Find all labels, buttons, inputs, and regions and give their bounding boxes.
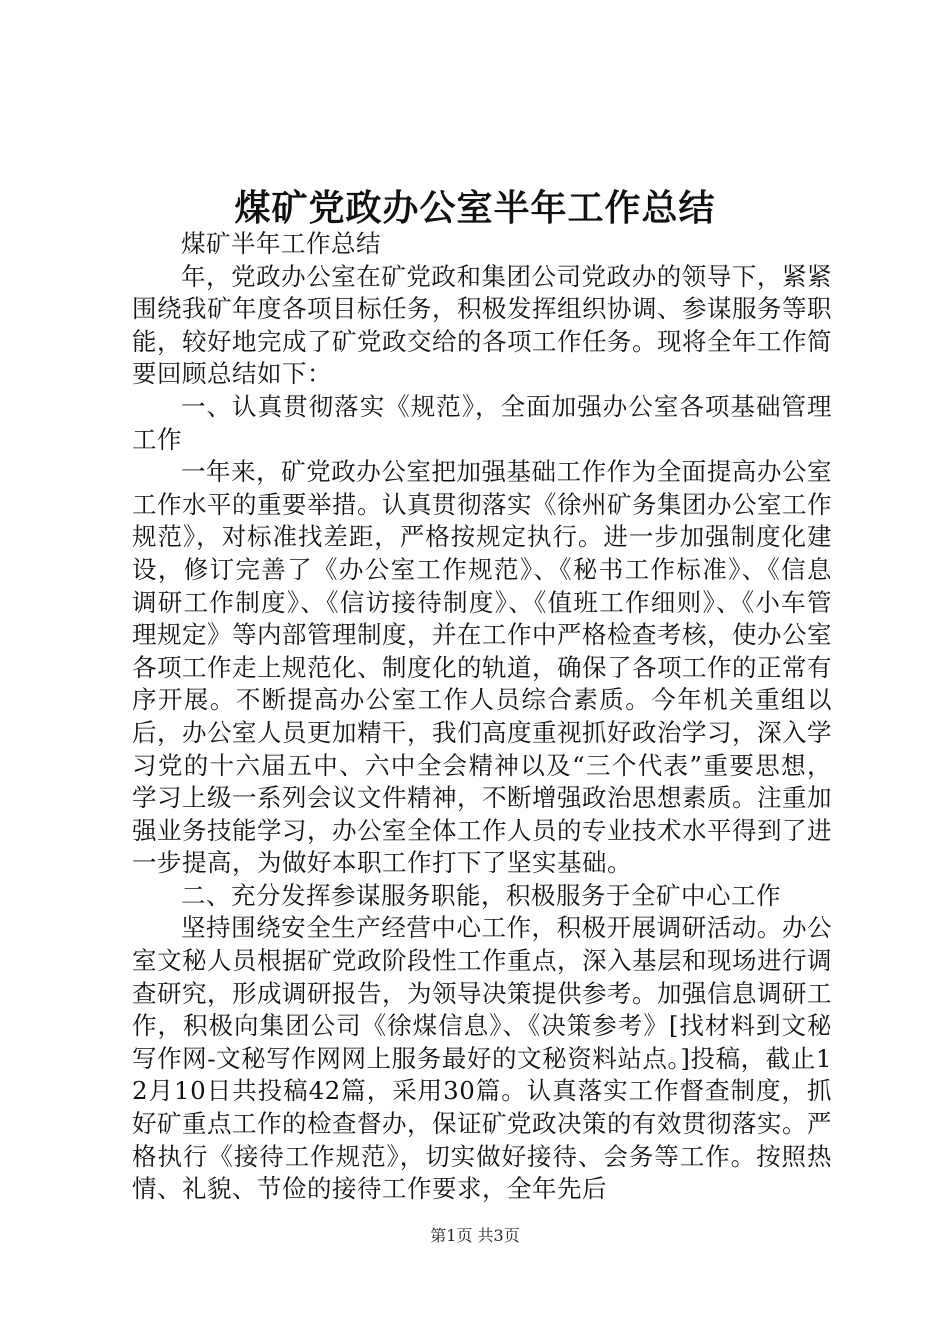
paragraph-section-2: 坚持围绕安全生产经营中心工作，积极开展调研活动。办公室文秘人员根据矿党政阶段性工作重点，深入基层和现场进行调查研究，形成调研报告，为领导决策提供参考。加强信息调研工作，积极向集团公司《徐煤信息》、《决策参考》[找材料到文秘写作网-文秘写作网网上服务最好的文秘资料站点。]投稿，截止12月10日共投稿42篇，采用30篇。认真落实工作督查制度，抓好矿重点工作的检查督办，保证矿党政决策的有效贯彻落实。严格执行《接待工作规范》，切实做好接待、会务等工作。按照热情、礼貌、节俭的接待工作要求，全年先后 (132, 913, 832, 1204)
document-body (132, 228, 832, 1206)
paragraph-subtitle: 煤矿半年工作总结 (181, 229, 381, 258)
section-heading-1: 一、认真贯彻落实《规范》，全面加强办公室各项基础管理工作 (132, 391, 832, 454)
section-heading-2: 二、充分发挥参谋服务职能，积极服务于全矿中心工作 (181, 880, 781, 910)
document-title: 煤矿党政办公室半年工作总结 (234, 187, 716, 229)
paragraph-section-1: 一年来，矿党政办公室把加强基础工作作为全面提高办公室工作水平的重要举措。认真贯彻落实《徐州矿务集团办公室工作规范》，对标准找差距，严格按规定执行。进一步加强制度化建设，修订完善了《办公室工作规范》、《秘书工作标准》、《信息调研工作制度》、《信访接待制度》、《值班工作细则》、《小车管理规定》等内部管理制度，并在工作中严格检查考核，使办公室各项工作走上规范化、制度化的轨道，确保了各项工作的正常有序开展。不断提高办公室工作人员综合素质。今年机关重组以后，办公室人员更加精干，我们高度重视抓好政治学习，深入学习党的十六届五中、六中全会精神以及“三个代表”重要思想，学习上级一系列会议文件精神，不断增强政治思想素质。注重加强业务技能学习，办公室全体工作人员的专业技术水平得到了进一步提高，为做好本职工作打下了坚实基础。 (132, 457, 832, 878)
page-number-footer: 第1页 共3页 (430, 1226, 520, 1245)
paragraph-intro: 年，党政办公室在矿党政和集团公司党政办的领导下，紧紧围绕我矿年度各项目标任务，积极发挥组织协调、参谋服务等职能，较好地完成了矿党政交给的各项工作任务。现将全年工作简要回顾总结如下： (132, 261, 832, 389)
